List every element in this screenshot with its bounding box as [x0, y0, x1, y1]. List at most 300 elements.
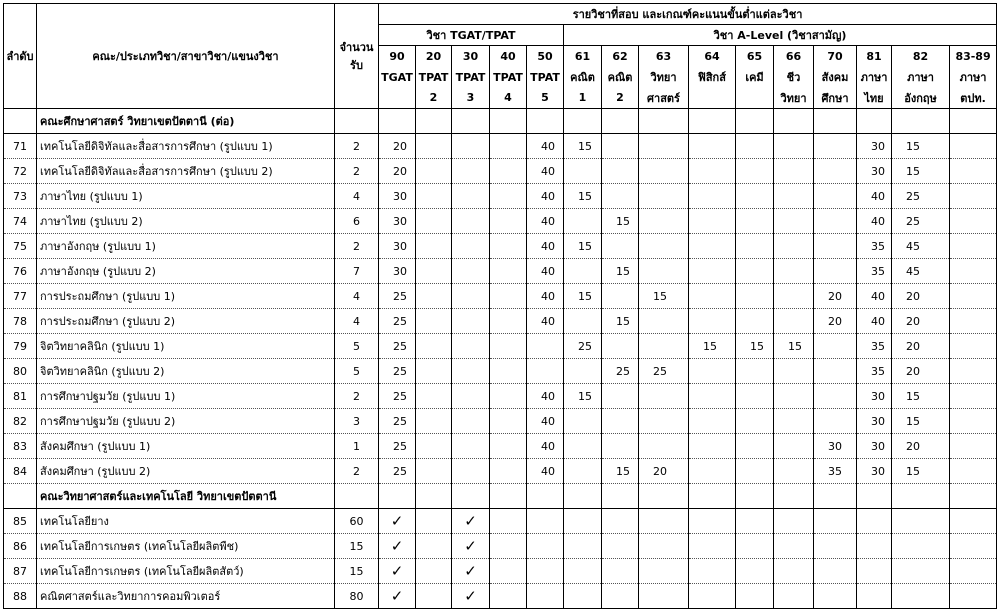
score-cell: [857, 584, 892, 609]
program-name: เทคโนโลยีดิจิทัลและสื่อสารการศึกษา (รูปแบบ 1): [37, 134, 335, 159]
row-number: 71: [4, 134, 37, 159]
header-row-title: [4, 4, 997, 25]
score-cell: [950, 184, 997, 209]
score-cell: [639, 409, 689, 434]
row-number: 86: [4, 534, 37, 559]
score-cell: [639, 109, 689, 134]
table-row: [4, 559, 997, 584]
subject-code: 66: [774, 46, 814, 67]
score-cell: [736, 284, 774, 309]
table-row: [4, 509, 997, 534]
score-cell: [774, 584, 814, 609]
score-cell: [814, 259, 857, 284]
score-cell: [950, 384, 997, 409]
score-cell: [564, 509, 602, 534]
score-cell: 15: [892, 459, 950, 484]
score-cell: 25: [379, 359, 416, 384]
row-number: 84: [4, 459, 37, 484]
score-cell: 25: [892, 184, 950, 209]
score-cell: [774, 309, 814, 334]
subject-name-line2: [736, 88, 774, 109]
score-cell: 25: [379, 409, 416, 434]
score-cell: [689, 134, 736, 159]
score-cell: [689, 459, 736, 484]
table-row: [4, 459, 997, 484]
row-number: 82: [4, 409, 37, 434]
score-cell: [490, 134, 527, 159]
program-name: ภาษาไทย (รูปแบบ 1): [37, 184, 335, 209]
score-cell: [452, 409, 490, 434]
seats-cell: 2: [335, 234, 379, 259]
score-cell: [736, 384, 774, 409]
score-cell: [736, 234, 774, 259]
score-cell: [490, 534, 527, 559]
row-number: 80: [4, 359, 37, 384]
table-row: [4, 434, 997, 459]
score-cell: 30: [857, 434, 892, 459]
seats-cell: 15: [335, 559, 379, 584]
subject-name-line2: 3: [452, 88, 490, 109]
score-cell: [950, 459, 997, 484]
score-cell: 15: [892, 409, 950, 434]
score-cell: [774, 409, 814, 434]
subject-name-line1: คณิต: [564, 67, 602, 88]
score-cell: [416, 559, 452, 584]
subject-name-line1: TPAT: [452, 67, 490, 88]
score-cell: [639, 334, 689, 359]
score-cell: [639, 434, 689, 459]
score-cell: [736, 259, 774, 284]
score-cell: [527, 534, 564, 559]
score-cell: [564, 109, 602, 134]
check-mark-icon: ✓: [379, 534, 416, 559]
seats-cell: 2: [335, 384, 379, 409]
seats-cell: 2: [335, 459, 379, 484]
score-cell: [527, 484, 564, 509]
score-cell: [814, 134, 857, 159]
score-cell: 30: [857, 409, 892, 434]
score-cell: [602, 384, 639, 409]
score-cell: 40: [527, 209, 564, 234]
score-cell: [736, 159, 774, 184]
score-cell: 15: [602, 459, 639, 484]
score-cell: [602, 409, 639, 434]
score-cell: 20: [892, 359, 950, 384]
score-cell: [527, 359, 564, 384]
check-mark-icon: ✓: [452, 509, 490, 534]
score-cell: [950, 284, 997, 309]
score-cell: 15: [774, 334, 814, 359]
table-row: [4, 184, 997, 209]
score-cell: [527, 509, 564, 534]
score-cell: [950, 509, 997, 534]
seats-cell: 4: [335, 284, 379, 309]
subject-name-line2: อังกฤษ: [892, 88, 950, 109]
score-cell: [857, 109, 892, 134]
score-cell: [379, 109, 416, 134]
subject-code: 64: [689, 46, 736, 67]
row-number: 79: [4, 334, 37, 359]
score-cell: 25: [892, 209, 950, 234]
score-cell: 15: [602, 209, 639, 234]
score-cell: [950, 334, 997, 359]
score-cell: [814, 184, 857, 209]
score-cell: [490, 559, 527, 584]
score-cell: [950, 409, 997, 434]
score-cell: [564, 534, 602, 559]
score-cell: 40: [527, 459, 564, 484]
score-cell: 30: [857, 159, 892, 184]
table-row: [4, 159, 997, 184]
score-cell: [564, 584, 602, 609]
score-cell: [774, 509, 814, 534]
col-seats-line1: จำนวน: [339, 41, 374, 54]
program-name: เทคโนโลยีการเกษตร (เทคโนโลยีผลิตพืช): [37, 534, 335, 559]
check-mark-icon: ✓: [379, 584, 416, 609]
table-body: [4, 109, 997, 609]
score-cell: [490, 384, 527, 409]
score-cell: 20: [639, 459, 689, 484]
score-cell: [416, 459, 452, 484]
score-cell: 25: [379, 334, 416, 359]
program-name: เทคโนโลยีการเกษตร (เทคโนโลยีผลิตสัตว์): [37, 559, 335, 584]
subject-name-line1: เคมี: [736, 67, 774, 88]
score-cell: [950, 309, 997, 334]
score-cell: [639, 509, 689, 534]
subject-name-line2: ศาสตร์: [639, 88, 689, 109]
score-cell: [689, 309, 736, 334]
score-cell: 15: [564, 384, 602, 409]
seats-cell: 3: [335, 409, 379, 434]
row-number: 85: [4, 509, 37, 534]
score-cell: [416, 334, 452, 359]
score-cell: [602, 509, 639, 534]
seats-cell: 2: [335, 159, 379, 184]
score-cell: 40: [527, 134, 564, 159]
score-cell: [857, 484, 892, 509]
score-cell: [490, 434, 527, 459]
score-cell: 20: [379, 134, 416, 159]
score-cell: [416, 209, 452, 234]
score-cell: [452, 484, 490, 509]
score-cell: [490, 409, 527, 434]
score-cell: 30: [379, 184, 416, 209]
check-mark-icon: ✓: [452, 584, 490, 609]
program-name: คณิตศาสตร์และวิทยาการคอมพิวเตอร์: [37, 584, 335, 609]
score-cell: [814, 159, 857, 184]
score-cell: [892, 484, 950, 509]
score-cell: [564, 459, 602, 484]
score-cell: [416, 484, 452, 509]
score-cell: 15: [639, 284, 689, 309]
check-mark-icon: ✓: [379, 509, 416, 534]
score-cell: [639, 309, 689, 334]
score-cell: [689, 559, 736, 584]
score-cell: [736, 509, 774, 534]
score-cell: 35: [857, 234, 892, 259]
row-number: 83: [4, 434, 37, 459]
score-cell: [892, 509, 950, 534]
subject-name-line1: TPAT: [527, 67, 564, 88]
row-number: 87: [4, 559, 37, 584]
score-cell: 30: [379, 259, 416, 284]
score-cell: 15: [564, 184, 602, 209]
check-mark-icon: ✓: [379, 559, 416, 584]
score-cell: [814, 234, 857, 259]
subject-code: 83-89: [950, 46, 997, 67]
score-cell: [452, 234, 490, 259]
table-row: [4, 209, 997, 234]
subject-code: 50: [527, 46, 564, 67]
score-cell: [416, 534, 452, 559]
seats-cell: 60: [335, 509, 379, 534]
subject-name-line2: 2: [602, 88, 639, 109]
score-cell: [490, 184, 527, 209]
row-number: 77: [4, 284, 37, 309]
table-row: [4, 259, 997, 284]
seats-cell: 4: [335, 309, 379, 334]
group-tgat-tpat: วิชา TGAT/TPAT: [379, 25, 564, 46]
score-cell: [416, 509, 452, 534]
score-cell: [892, 559, 950, 584]
score-cell: [490, 509, 527, 534]
score-cell: 35: [814, 459, 857, 484]
score-cell: 35: [857, 359, 892, 384]
score-cell: [892, 534, 950, 559]
score-cell: [416, 309, 452, 334]
subject-name-line2: วิทยา: [774, 88, 814, 109]
score-cell: 40: [527, 384, 564, 409]
program-name: สังคมศึกษา (รูปแบบ 1): [37, 434, 335, 459]
score-cell: [452, 384, 490, 409]
score-cell: 40: [857, 284, 892, 309]
table-row: [4, 534, 997, 559]
score-cell: [416, 284, 452, 309]
score-cell: 30: [857, 384, 892, 409]
score-cell: 40: [527, 284, 564, 309]
score-cell: [950, 434, 997, 459]
score-cell: [689, 509, 736, 534]
score-cell: [527, 584, 564, 609]
subject-name-line2: ศึกษา: [814, 88, 857, 109]
score-cell: [736, 209, 774, 234]
score-cell: [416, 134, 452, 159]
score-cell: 25: [379, 284, 416, 309]
score-cell: 45: [892, 259, 950, 284]
col-no-header: ลำดับ: [4, 4, 37, 109]
score-cell: 40: [857, 309, 892, 334]
score-cell: [736, 434, 774, 459]
score-cell: [814, 584, 857, 609]
score-cell: [774, 459, 814, 484]
seats-cell: [335, 484, 379, 509]
score-cell: 25: [639, 359, 689, 384]
score-cell: [416, 434, 452, 459]
seats-cell: 4: [335, 184, 379, 209]
score-cell: [639, 259, 689, 284]
score-cell: 40: [527, 259, 564, 284]
score-cell: [736, 409, 774, 434]
score-cell: 15: [602, 309, 639, 334]
score-cell: [490, 359, 527, 384]
subject-name-line2: [379, 88, 416, 109]
score-cell: 15: [564, 234, 602, 259]
score-cell: [814, 534, 857, 559]
program-name: ภาษาอังกฤษ (รูปแบบ 2): [37, 259, 335, 284]
score-cell: [774, 384, 814, 409]
score-cell: [564, 559, 602, 584]
subject-code: 20: [416, 46, 452, 67]
score-cell: [774, 359, 814, 384]
seats-cell: [335, 109, 379, 134]
score-cell: 35: [857, 259, 892, 284]
row-number: [4, 484, 37, 509]
program-name: ภาษาอังกฤษ (รูปแบบ 1): [37, 234, 335, 259]
score-cell: 20: [892, 334, 950, 359]
score-cell: [689, 434, 736, 459]
row-number: 73: [4, 184, 37, 209]
score-cell: [774, 134, 814, 159]
subject-code: 82: [892, 46, 950, 67]
score-cell: 20: [892, 309, 950, 334]
subject-code: 70: [814, 46, 857, 67]
score-cell: [857, 509, 892, 534]
col-seats-line2: รับ: [350, 59, 363, 72]
score-cell: [452, 309, 490, 334]
table-row: [4, 309, 997, 334]
subject-code: 63: [639, 46, 689, 67]
table-row: [4, 284, 997, 309]
score-cell: 15: [602, 259, 639, 284]
group-a-level: วิชา A-Level (วิชาสามัญ): [564, 25, 997, 46]
col-program-header: คณะ/ประเภทวิชา/สาขาวิชา/แขนงวิชา: [37, 4, 335, 109]
score-cell: [736, 359, 774, 384]
seats-cell: 5: [335, 359, 379, 384]
subject-name-line2: ไทย: [857, 88, 892, 109]
score-cell: [736, 309, 774, 334]
score-cell: 30: [857, 459, 892, 484]
score-cell: 40: [857, 184, 892, 209]
score-cell: [736, 534, 774, 559]
score-cell: [602, 559, 639, 584]
table-row: [4, 359, 997, 384]
score-cell: [736, 134, 774, 159]
score-cell: [416, 159, 452, 184]
score-cell: [950, 134, 997, 159]
score-cell: [950, 209, 997, 234]
program-name: การศึกษาปฐมวัย (รูปแบบ 1): [37, 384, 335, 409]
subject-name-line1: ฟิสิกส์: [689, 67, 736, 88]
score-cell: [490, 209, 527, 234]
subject-name-line2: 5: [527, 88, 564, 109]
score-cell: [564, 259, 602, 284]
score-cell: [416, 384, 452, 409]
score-cell: [950, 259, 997, 284]
score-cell: [689, 209, 736, 234]
subject-code: 30: [452, 46, 490, 67]
score-cell: [602, 234, 639, 259]
score-cell: [490, 309, 527, 334]
score-cell: [689, 409, 736, 434]
score-cell: [490, 459, 527, 484]
col-seats-header: [335, 4, 379, 109]
score-cell: [950, 234, 997, 259]
table-row: [4, 584, 997, 609]
score-cell: 30: [814, 434, 857, 459]
score-cell: [774, 484, 814, 509]
score-cell: [950, 559, 997, 584]
score-cell: [736, 109, 774, 134]
score-cell: [774, 259, 814, 284]
score-cell: [814, 509, 857, 534]
score-cell: [689, 484, 736, 509]
check-mark-icon: ✓: [452, 534, 490, 559]
score-cell: [892, 584, 950, 609]
score-cell: [814, 559, 857, 584]
score-cell: [490, 109, 527, 134]
score-cell: [814, 484, 857, 509]
score-cell: 15: [892, 159, 950, 184]
score-cell: [736, 584, 774, 609]
score-cell: [564, 359, 602, 384]
score-cell: [452, 259, 490, 284]
score-cell: [639, 384, 689, 409]
score-cell: [950, 584, 997, 609]
score-cell: [639, 559, 689, 584]
subject-name-line1: คณิต: [602, 67, 639, 88]
score-cell: [736, 459, 774, 484]
score-cell: [689, 584, 736, 609]
score-cell: [892, 109, 950, 134]
score-cell: 25: [379, 459, 416, 484]
score-cell: 25: [379, 384, 416, 409]
row-number: 78: [4, 309, 37, 334]
score-cell: [814, 334, 857, 359]
program-name: การประถมศึกษา (รูปแบบ 1): [37, 284, 335, 309]
row-number: 81: [4, 384, 37, 409]
subject-name-line1: TPAT: [490, 67, 527, 88]
table-row: [4, 234, 997, 259]
subject-name-line1: สังคม: [814, 67, 857, 88]
score-cell: [689, 384, 736, 409]
table-row: [4, 334, 997, 359]
score-cell: [639, 584, 689, 609]
subject-code: 62: [602, 46, 639, 67]
score-cell: 40: [527, 184, 564, 209]
score-cell: [602, 334, 639, 359]
score-cell: [814, 359, 857, 384]
program-name: จิตวิทยาคลินิก (รูปแบบ 1): [37, 334, 335, 359]
faculty-name: คณะศึกษาศาสตร์ วิทยาเขตปัตตานี (ต่อ): [37, 109, 335, 134]
score-cell: [416, 184, 452, 209]
score-cell: 15: [564, 284, 602, 309]
score-cell: [452, 459, 490, 484]
score-cell: [689, 109, 736, 134]
score-cell: [602, 109, 639, 134]
program-name: การศึกษาปฐมวัย (รูปแบบ 2): [37, 409, 335, 434]
score-cell: 25: [602, 359, 639, 384]
score-cell: 40: [857, 209, 892, 234]
score-cell: [689, 259, 736, 284]
score-cell: [490, 584, 527, 609]
score-cell: [774, 109, 814, 134]
score-cell: [689, 534, 736, 559]
score-cell: [602, 284, 639, 309]
seats-cell: 2: [335, 134, 379, 159]
score-cell: 20: [379, 159, 416, 184]
score-cell: [452, 134, 490, 159]
subject-code: 81: [857, 46, 892, 67]
